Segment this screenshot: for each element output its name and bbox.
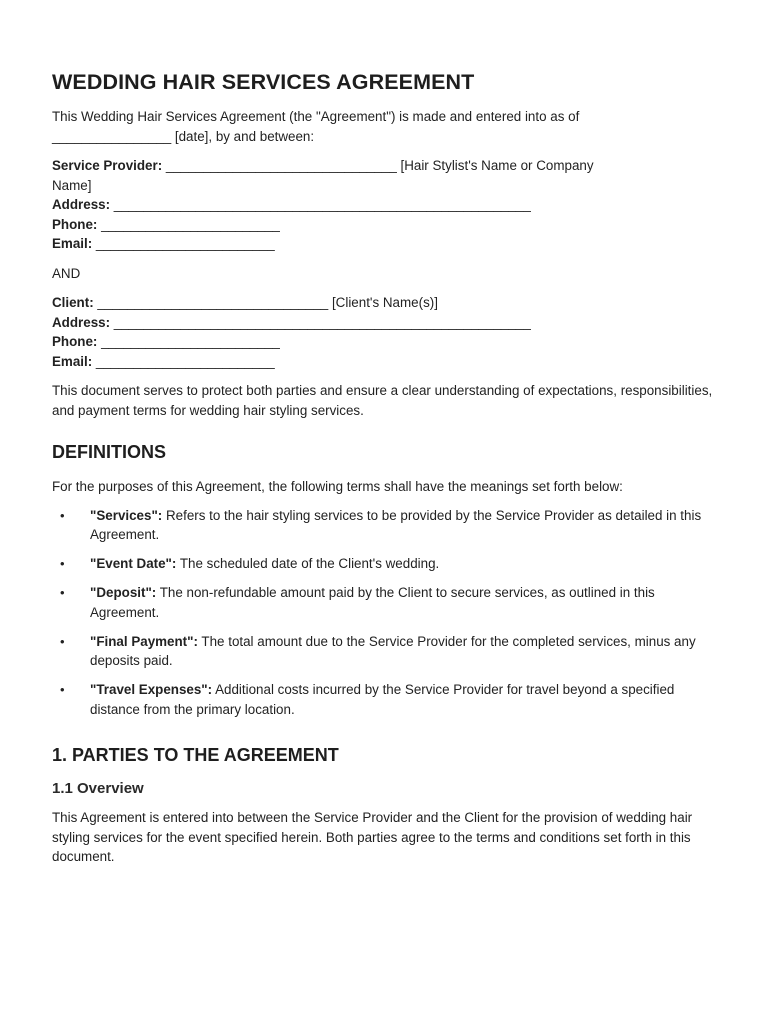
intro-line-2: ________________ [date], by and between: (52, 128, 315, 144)
provider-email-label: Email: (52, 236, 93, 251)
intro-line-1: This Wedding Hair Services Agreement (the "Agreement") is made and entered into as of (52, 109, 580, 124)
client-label: Client: (52, 295, 94, 310)
definition-text: Additional costs incurred by the Service Provider for travel beyond a specified distance from the primary location. (90, 682, 675, 717)
definition-term: "Deposit": (90, 585, 157, 600)
provider-phone-line (52, 215, 720, 235)
client-address-label: Address: (52, 314, 111, 330)
definitions-intro: For the purposes of this Agreement, the following terms shall have the meanings set forth below: (52, 479, 623, 494)
bullet-icon: • (60, 585, 65, 600)
provider-address-field: ________________________________________________________ (110, 197, 531, 212)
provider-address-label: Address: (52, 197, 111, 212)
definition-term: "Services": (90, 507, 163, 523)
and-text: AND (52, 265, 81, 281)
definition-text: The scheduled date of the Client's wedding. (176, 556, 440, 571)
definitions-list (52, 506, 720, 720)
client-email-field: ________________________ (92, 353, 275, 369)
service-provider-block (52, 156, 720, 254)
intro-paragraph (52, 107, 720, 146)
client-block (52, 293, 720, 371)
definitions-heading: DEFINITIONS (52, 442, 167, 462)
definition-text: The total amount due to the Service Provider for the completed services, minus any deposits paid. (90, 633, 696, 668)
list-item (52, 506, 720, 545)
client-email-label: Email: (52, 353, 93, 369)
definition-term: "Travel Expenses": (90, 682, 213, 697)
provider-email-field: ________________________ (92, 236, 275, 251)
document-title: WEDDING HAIR SERVICES AGREEMENT (52, 70, 475, 94)
client-name-line (52, 293, 720, 313)
provider-name-line (52, 156, 720, 176)
provider-label: Service Provider: (52, 158, 163, 173)
bullet-icon: • (60, 556, 65, 571)
and-separator (52, 264, 720, 284)
provider-email-line (52, 234, 720, 254)
client-name-field: _______________________________ [Client's Name(s)] (93, 295, 438, 310)
definition-term: "Final Payment": (90, 633, 198, 649)
bullet-icon: • (60, 507, 65, 523)
client-address-line (52, 313, 720, 333)
client-address-field: ________________________________________________________ (110, 314, 531, 330)
client-phone-field: ________________________ (97, 334, 280, 349)
definition-text: Refers to the hair styling services to be provided by the Service Provider as detailed in this Agreement. (90, 507, 702, 542)
purpose-paragraph: This document serves to protect both parties and ensure a clear understanding of expectations, responsibilities, and payment terms for wedding hair styling services. (52, 383, 713, 418)
provider-phone-field: ________________________ (97, 216, 280, 232)
list-item (52, 554, 720, 574)
definition-text: The non-refundable amount paid by the Client to secure services, as outlined in this Agreement. (90, 585, 655, 620)
document-page (52, 70, 720, 867)
bullet-icon: • (60, 682, 65, 697)
list-item (52, 632, 720, 671)
bullet-icon: • (60, 633, 65, 649)
client-phone-label: Phone: (52, 334, 98, 349)
provider-address-line (52, 195, 720, 215)
definition-term: "Event Date": (90, 556, 177, 571)
client-phone-line (52, 332, 720, 352)
section-1-1-body: This Agreement is entered into between the Service Provider and the Client for the provision of wedding hair styling services for the event specified herein. Both parties agree to the terms and conditions set forth in this document. (52, 810, 693, 864)
provider-phone-label: Phone: (52, 216, 98, 232)
provider-name-field: _______________________________ [Hair Stylist's Name or Company (165, 158, 594, 173)
list-item (52, 680, 720, 719)
client-email-line (52, 352, 720, 372)
section-1-1-heading: 1.1 Overview (52, 780, 144, 797)
list-item (52, 583, 720, 622)
section-1-heading: 1. PARTIES TO THE AGREEMENT (52, 745, 339, 765)
provider-name-line-2: Name] (52, 177, 92, 193)
